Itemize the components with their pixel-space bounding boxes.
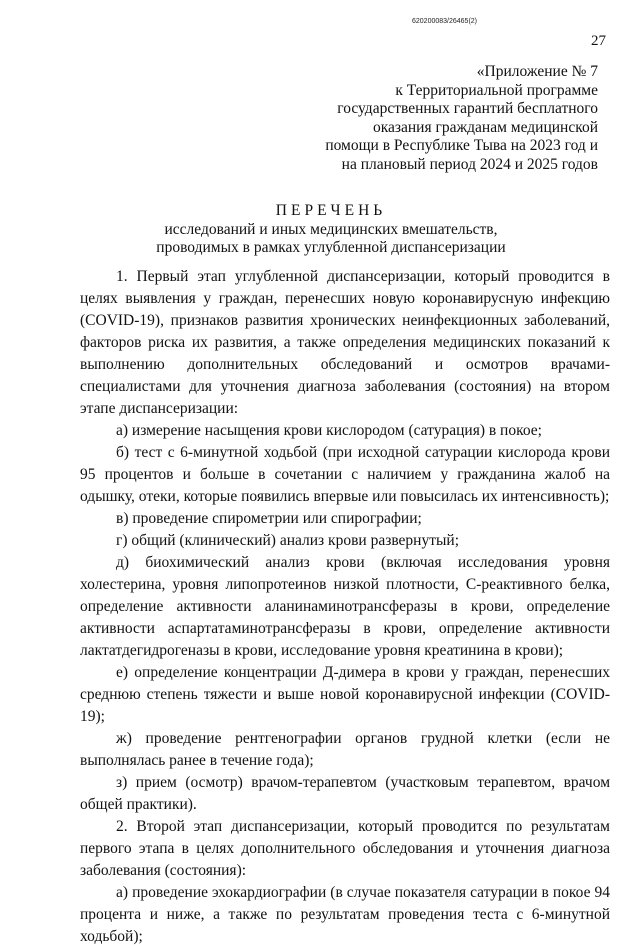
appendix-line: оказания гражданам медицинской xyxy=(372,118,598,136)
appendix-line: к Территориальной программе xyxy=(395,81,598,99)
paragraph: б) тест с 6-минутной ходьбой (при исходной сатурации кислорода крови 95 процентов и больше в сочетании с наличием у гражданина жалоб на одышку, отеки, которые появились впервые или повысилась их интенсивность); xyxy=(80,444,610,505)
paragraph: а) измерение насыщения крови кислородом (сатурация) в покое; xyxy=(116,422,542,439)
appendix-line: помощи в Республике Тыва на 2023 год и xyxy=(325,137,598,155)
appendix-header xyxy=(300,63,598,175)
paragraph: ж) проведение рентгенографии органов грудной клетки (если не выполнялась ранее в течение года); xyxy=(80,730,610,769)
paragraph: з) прием (осмотр) врачом-терапевтом (участковым терапевтом, врачом общей практики). xyxy=(80,774,610,813)
paragraph: в) проведение спирометрии или спирографии; xyxy=(116,510,422,527)
paragraph: д) биохимический анализ крови (включая исследования уровня холестерина, уровня липопротеинов низкой плотности, С-реактивного белка, определение активности аланинаминотрансферазы в крови, определение активности аспартатаминотрансферазы в крови, определение активности лактатдегидрогеназы в крови, исследование уровня креатинина в крови); xyxy=(80,554,610,659)
paragraph: е) определение концентрации Д-димера в крови у граждан, перенесших среднюю степень тяжести и выше новой коронавирусной инфекции (COVID-19); xyxy=(80,664,610,725)
appendix-line: «Приложение № 7 xyxy=(476,63,598,80)
appendix-line: на плановый период 2024 и 2025 годов xyxy=(341,155,598,173)
paragraph: 1. Первый этап углубленной диспансеризации, который проводится в целях выявления у граждан, перенесших новую коронавирусную инфекцию (COVID-19), признаков развития хронических неинфекционных заболеваний, факторов риска их развития, а также определения медицинских показаний к выполнению дополнительных обследований и осмотров врачами-специалистами для уточнения диагноза заболевания (состояния) на втором этапе диспансеризации: xyxy=(80,268,610,417)
paragraph: г) общий (клинический) анализ крови развернутый; xyxy=(116,532,460,549)
document-subtitle-line: проводимых в рамках углубленной диспансеризации xyxy=(156,239,506,257)
document-heading xyxy=(0,202,640,258)
document-body xyxy=(80,266,610,948)
document-title: ПЕРЕЧЕНЬ xyxy=(275,202,387,219)
page-number: 27 xyxy=(591,33,606,49)
appendix-line: государственных гарантий бесплатного xyxy=(337,100,598,118)
document-stamp-number: 620200083/26465(2) xyxy=(412,18,478,25)
paragraph: 2. Второй этап диспансеризации, который проводится по результатам первого этапа в целях дополнительного обследования и уточнения диагноза заболевания (состояния): xyxy=(80,818,610,879)
paragraph: а) проведение эхокардиографии (в случае показателя сатурации в покое 94 процента и ниже, а также по результатам проведения теста с 6-минутной ходьбой); xyxy=(80,884,610,945)
document-subtitle-line: исследований и иных медицинских вмешательств, xyxy=(164,220,498,238)
